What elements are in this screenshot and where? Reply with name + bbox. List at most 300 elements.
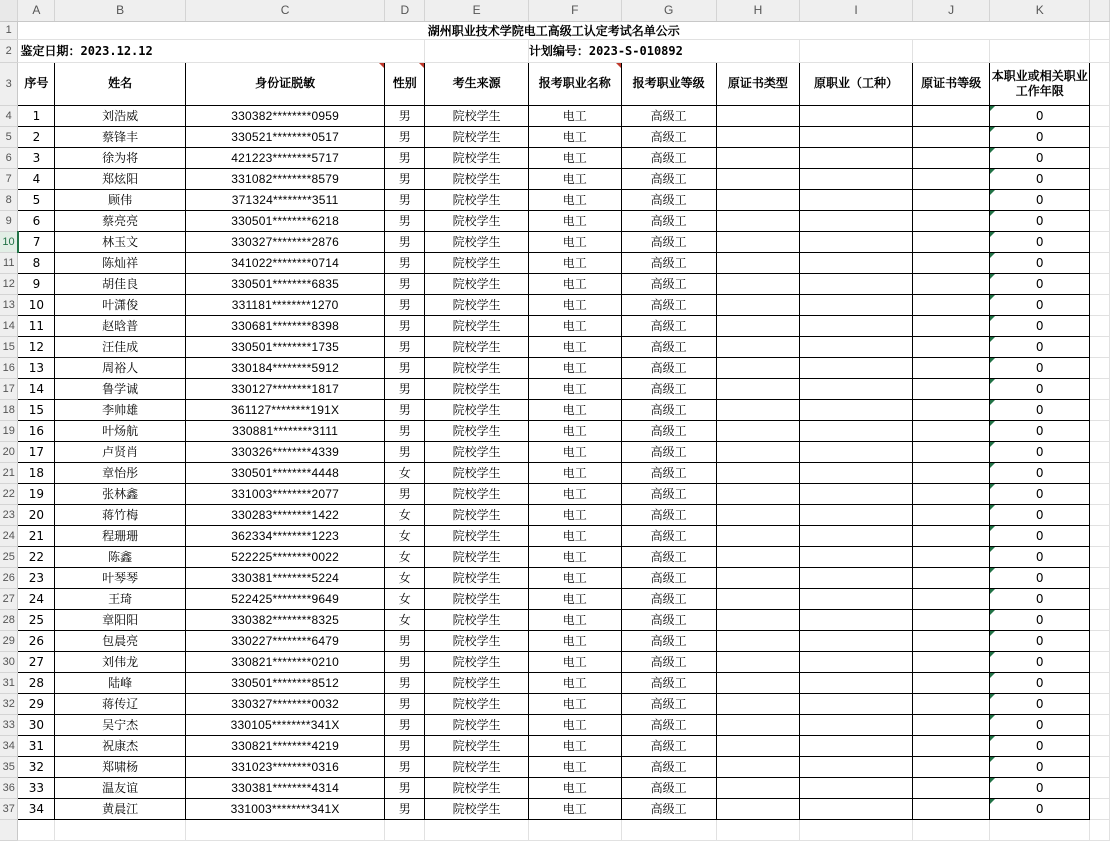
table-cell[interactable]: [800, 189, 913, 210]
grid-cell[interactable]: [1090, 630, 1110, 651]
row-header[interactable]: 16: [0, 357, 18, 378]
table-cell[interactable]: [716, 231, 800, 252]
grid-cell[interactable]: [1090, 189, 1110, 210]
table-cell[interactable]: [716, 630, 800, 651]
table-cell[interactable]: [800, 756, 913, 777]
table-cell[interactable]: [800, 273, 913, 294]
table-cell[interactable]: 电工: [528, 231, 621, 252]
table-cell[interactable]: 蒋传辽: [55, 693, 186, 714]
table-cell[interactable]: [716, 777, 800, 798]
table-cell[interactable]: 高级工: [621, 756, 716, 777]
table-cell[interactable]: [716, 756, 800, 777]
table-cell[interactable]: [716, 336, 800, 357]
table-cell[interactable]: 330227********6479: [185, 630, 385, 651]
table-cell[interactable]: 0: [990, 525, 1090, 546]
table-cell[interactable]: 331003********2077: [185, 483, 385, 504]
table-cell[interactable]: 330521********0517: [185, 126, 385, 147]
table-cell[interactable]: [716, 546, 800, 567]
table-cell[interactable]: 院校学生: [425, 105, 529, 126]
column-header-h[interactable]: H: [716, 0, 800, 21]
row-header[interactable]: 18: [0, 399, 18, 420]
table-cell[interactable]: 黄晨江: [55, 798, 186, 819]
table-cell[interactable]: 院校学生: [425, 147, 529, 168]
column-header-k[interactable]: K: [990, 0, 1090, 21]
table-cell[interactable]: 女: [385, 525, 425, 546]
table-cell[interactable]: 高级工: [621, 651, 716, 672]
table-cell[interactable]: 卢贤肖: [55, 441, 186, 462]
table-cell[interactable]: 0: [990, 714, 1090, 735]
grid-cell[interactable]: [1090, 273, 1110, 294]
table-cell[interactable]: 电工: [528, 210, 621, 231]
table-cell[interactable]: 院校学生: [425, 777, 529, 798]
table-cell[interactable]: 0: [990, 756, 1090, 777]
table-cell[interactable]: 王琦: [55, 588, 186, 609]
table-cell[interactable]: [800, 252, 913, 273]
table-cell[interactable]: [800, 168, 913, 189]
table-cell[interactable]: [912, 483, 990, 504]
table-cell[interactable]: 李帅雄: [55, 399, 186, 420]
row-header[interactable]: 33: [0, 714, 18, 735]
table-cell[interactable]: 蔡亮亮: [55, 210, 186, 231]
table-cell[interactable]: 林玉文: [55, 231, 186, 252]
table-cell[interactable]: 26: [18, 630, 55, 651]
table-cell[interactable]: 电工: [528, 441, 621, 462]
row-header[interactable]: 21: [0, 462, 18, 483]
table-header-10[interactable]: 原证书等级: [912, 62, 990, 105]
table-cell[interactable]: 0: [990, 777, 1090, 798]
table-cell[interactable]: 电工: [528, 630, 621, 651]
grid-cell[interactable]: [1090, 693, 1110, 714]
table-cell[interactable]: [912, 693, 990, 714]
table-cell[interactable]: 421223********5717: [185, 147, 385, 168]
grid-cell[interactable]: [912, 39, 990, 62]
table-cell[interactable]: 330283********1422: [185, 504, 385, 525]
table-cell[interactable]: 电工: [528, 126, 621, 147]
table-cell[interactable]: 522225********0022: [185, 546, 385, 567]
table-cell[interactable]: [800, 651, 913, 672]
table-header-7[interactable]: 报考职业等级: [621, 62, 716, 105]
row-header[interactable]: 31: [0, 672, 18, 693]
grid-cell[interactable]: [1090, 735, 1110, 756]
grid-cell[interactable]: [1090, 777, 1110, 798]
table-header-11[interactable]: 本职业或相关职业工作年限: [990, 62, 1090, 105]
table-cell[interactable]: 高级工: [621, 777, 716, 798]
grid-cell[interactable]: [1090, 798, 1110, 819]
table-cell[interactable]: 陈鑫: [55, 546, 186, 567]
grid-cell[interactable]: [1090, 546, 1110, 567]
row-header[interactable]: 34: [0, 735, 18, 756]
table-cell[interactable]: 章怡彤: [55, 462, 186, 483]
table-cell[interactable]: [716, 168, 800, 189]
table-cell[interactable]: 330501********8512: [185, 672, 385, 693]
table-cell[interactable]: 男: [385, 714, 425, 735]
table-cell[interactable]: 330327********0032: [185, 693, 385, 714]
table-cell[interactable]: 0: [990, 378, 1090, 399]
table-cell[interactable]: 331023********0316: [185, 756, 385, 777]
table-cell[interactable]: 电工: [528, 168, 621, 189]
table-cell[interactable]: 电工: [528, 147, 621, 168]
table-cell[interactable]: 9: [18, 273, 55, 294]
table-cell[interactable]: 徐为将: [55, 147, 186, 168]
table-cell[interactable]: [800, 105, 913, 126]
table-cell[interactable]: 0: [990, 462, 1090, 483]
table-cell[interactable]: 25: [18, 609, 55, 630]
table-cell[interactable]: 院校学生: [425, 168, 529, 189]
table-cell[interactable]: [800, 294, 913, 315]
table-cell[interactable]: 高级工: [621, 504, 716, 525]
table-cell[interactable]: 电工: [528, 315, 621, 336]
table-cell[interactable]: 电工: [528, 651, 621, 672]
table-cell[interactable]: [716, 126, 800, 147]
table-cell[interactable]: [912, 609, 990, 630]
table-cell[interactable]: 522425********9649: [185, 588, 385, 609]
plan-number[interactable]: 计划编号：2023-S-010892: [528, 39, 799, 62]
table-cell[interactable]: 刘浩威: [55, 105, 186, 126]
table-cell[interactable]: 电工: [528, 399, 621, 420]
table-cell[interactable]: 高级工: [621, 357, 716, 378]
table-cell[interactable]: [912, 630, 990, 651]
table-cell[interactable]: 电工: [528, 735, 621, 756]
table-cell[interactable]: 男: [385, 315, 425, 336]
table-cell[interactable]: 男: [385, 147, 425, 168]
table-cell[interactable]: 院校学生: [425, 693, 529, 714]
table-cell[interactable]: 0: [990, 546, 1090, 567]
table-cell[interactable]: [716, 189, 800, 210]
table-cell[interactable]: 高级工: [621, 525, 716, 546]
table-cell[interactable]: [800, 588, 913, 609]
grid-cell[interactable]: [1090, 357, 1110, 378]
table-cell[interactable]: 温友谊: [55, 777, 186, 798]
table-cell[interactable]: [912, 252, 990, 273]
table-cell[interactable]: [716, 315, 800, 336]
row-header[interactable]: 24: [0, 525, 18, 546]
table-cell[interactable]: 0: [990, 315, 1090, 336]
table-cell[interactable]: [800, 735, 913, 756]
table-cell[interactable]: [800, 672, 913, 693]
table-cell[interactable]: 电工: [528, 252, 621, 273]
table-cell[interactable]: [800, 336, 913, 357]
table-cell[interactable]: 叶潇俊: [55, 294, 186, 315]
grid-cell[interactable]: [1090, 231, 1110, 252]
table-cell[interactable]: 院校学生: [425, 651, 529, 672]
table-cell[interactable]: [912, 546, 990, 567]
table-cell[interactable]: 男: [385, 378, 425, 399]
table-cell[interactable]: 院校学生: [425, 483, 529, 504]
table-cell[interactable]: 院校学生: [425, 588, 529, 609]
table-cell[interactable]: 高级工: [621, 420, 716, 441]
table-cell[interactable]: [800, 462, 913, 483]
table-cell[interactable]: [716, 651, 800, 672]
table-cell[interactable]: 男: [385, 294, 425, 315]
row-header[interactable]: 6: [0, 147, 18, 168]
table-cell[interactable]: [912, 756, 990, 777]
table-cell[interactable]: 330681********8398: [185, 315, 385, 336]
table-header-4[interactable]: 性别: [385, 62, 425, 105]
grid-cell[interactable]: [1090, 420, 1110, 441]
table-cell[interactable]: [912, 651, 990, 672]
grid-cell[interactable]: [1090, 105, 1110, 126]
table-cell[interactable]: 8: [18, 252, 55, 273]
table-cell[interactable]: [716, 147, 800, 168]
table-cell[interactable]: 331003********341X: [185, 798, 385, 819]
table-cell[interactable]: 0: [990, 798, 1090, 819]
column-header-c[interactable]: C: [185, 0, 385, 21]
table-cell[interactable]: 331181********1270: [185, 294, 385, 315]
table-cell[interactable]: 12: [18, 336, 55, 357]
table-cell[interactable]: 0: [990, 672, 1090, 693]
table-cell[interactable]: [716, 273, 800, 294]
table-cell[interactable]: 0: [990, 441, 1090, 462]
table-cell[interactable]: [716, 693, 800, 714]
row-header[interactable]: 37: [0, 798, 18, 819]
table-cell[interactable]: 院校学生: [425, 504, 529, 525]
row-header[interactable]: 14: [0, 315, 18, 336]
table-cell[interactable]: 院校学生: [425, 546, 529, 567]
table-cell[interactable]: 0: [990, 630, 1090, 651]
table-cell[interactable]: 章阳阳: [55, 609, 186, 630]
table-cell[interactable]: 院校学生: [425, 189, 529, 210]
table-cell[interactable]: [716, 483, 800, 504]
table-cell[interactable]: [800, 483, 913, 504]
table-cell[interactable]: 陈灿祥: [55, 252, 186, 273]
table-cell[interactable]: 高级工: [621, 336, 716, 357]
row-header[interactable]: 9: [0, 210, 18, 231]
table-cell[interactable]: 高级工: [621, 399, 716, 420]
grid-cell[interactable]: [990, 39, 1090, 62]
row-header[interactable]: 17: [0, 378, 18, 399]
table-cell[interactable]: 院校学生: [425, 126, 529, 147]
column-header-b[interactable]: B: [55, 0, 186, 21]
row-header[interactable]: 20: [0, 441, 18, 462]
table-cell[interactable]: 女: [385, 588, 425, 609]
table-cell[interactable]: 男: [385, 420, 425, 441]
table-cell[interactable]: [800, 798, 913, 819]
table-cell[interactable]: 男: [385, 168, 425, 189]
row-header[interactable]: 11: [0, 252, 18, 273]
table-cell[interactable]: [912, 798, 990, 819]
table-cell[interactable]: [716, 210, 800, 231]
row-header[interactable]: 12: [0, 273, 18, 294]
row-header[interactable]: 3: [0, 62, 18, 105]
column-header-a[interactable]: A: [18, 0, 55, 21]
table-cell[interactable]: 电工: [528, 798, 621, 819]
table-cell[interactable]: [800, 231, 913, 252]
row-header[interactable]: 2: [0, 39, 18, 62]
table-cell[interactable]: 男: [385, 483, 425, 504]
table-cell[interactable]: 7: [18, 231, 55, 252]
table-cell[interactable]: [912, 714, 990, 735]
table-cell[interactable]: 0: [990, 357, 1090, 378]
table-cell[interactable]: 27: [18, 651, 55, 672]
table-cell[interactable]: 电工: [528, 336, 621, 357]
table-cell[interactable]: 330501********6218: [185, 210, 385, 231]
table-cell[interactable]: 330105********341X: [185, 714, 385, 735]
table-header-1[interactable]: 序号: [18, 62, 55, 105]
table-cell[interactable]: 高级工: [621, 672, 716, 693]
table-cell[interactable]: [800, 420, 913, 441]
table-cell[interactable]: 院校学生: [425, 462, 529, 483]
table-cell[interactable]: 男: [385, 630, 425, 651]
table-cell[interactable]: 电工: [528, 357, 621, 378]
grid-cell[interactable]: [1090, 39, 1110, 62]
table-cell[interactable]: 30: [18, 714, 55, 735]
table-cell[interactable]: 高级工: [621, 126, 716, 147]
table-cell[interactable]: [912, 105, 990, 126]
table-cell[interactable]: [716, 525, 800, 546]
column-header-e[interactable]: E: [425, 0, 529, 21]
row-header[interactable]: 4: [0, 105, 18, 126]
table-cell[interactable]: 电工: [528, 105, 621, 126]
table-cell[interactable]: [800, 126, 913, 147]
grid-cell[interactable]: [1090, 62, 1110, 105]
table-cell[interactable]: 男: [385, 756, 425, 777]
table-cell[interactable]: [716, 798, 800, 819]
table-cell[interactable]: 330501********1735: [185, 336, 385, 357]
table-cell[interactable]: 高级工: [621, 315, 716, 336]
grid-cell[interactable]: [1090, 462, 1110, 483]
table-cell[interactable]: 顾伟: [55, 189, 186, 210]
table-cell[interactable]: 女: [385, 609, 425, 630]
table-cell[interactable]: 院校学生: [425, 735, 529, 756]
grid-cell[interactable]: [1090, 588, 1110, 609]
table-cell[interactable]: 院校学生: [425, 399, 529, 420]
table-cell[interactable]: [716, 399, 800, 420]
table-cell[interactable]: 男: [385, 441, 425, 462]
table-cell[interactable]: 汪佳成: [55, 336, 186, 357]
table-cell[interactable]: 19: [18, 483, 55, 504]
grid-cell[interactable]: [1090, 294, 1110, 315]
table-cell[interactable]: 3: [18, 147, 55, 168]
table-cell[interactable]: 程珊珊: [55, 525, 186, 546]
table-cell[interactable]: 高级工: [621, 693, 716, 714]
table-cell[interactable]: 高级工: [621, 462, 716, 483]
table-cell[interactable]: 张林鑫: [55, 483, 186, 504]
table-cell[interactable]: 院校学生: [425, 525, 529, 546]
table-cell[interactable]: 14: [18, 378, 55, 399]
table-cell[interactable]: 刘伟龙: [55, 651, 186, 672]
table-cell[interactable]: [912, 315, 990, 336]
table-cell[interactable]: 蒋竹梅: [55, 504, 186, 525]
table-cell[interactable]: 0: [990, 735, 1090, 756]
table-cell[interactable]: [800, 525, 913, 546]
table-cell[interactable]: [912, 294, 990, 315]
table-cell[interactable]: [800, 210, 913, 231]
table-cell[interactable]: [912, 735, 990, 756]
table-cell[interactable]: 男: [385, 357, 425, 378]
table-cell[interactable]: [912, 189, 990, 210]
table-header-8[interactable]: 原证书类型: [716, 62, 800, 105]
table-cell[interactable]: 男: [385, 777, 425, 798]
table-cell[interactable]: [716, 714, 800, 735]
table-cell[interactable]: 330381********5224: [185, 567, 385, 588]
row-header[interactable]: 8: [0, 189, 18, 210]
table-cell[interactable]: [716, 609, 800, 630]
table-cell[interactable]: 男: [385, 651, 425, 672]
row-header[interactable]: 28: [0, 609, 18, 630]
grid-cell[interactable]: [1090, 399, 1110, 420]
table-cell[interactable]: 10: [18, 294, 55, 315]
table-cell[interactable]: [716, 735, 800, 756]
grid-cell[interactable]: [1090, 567, 1110, 588]
table-cell[interactable]: [912, 504, 990, 525]
table-cell[interactable]: 4: [18, 168, 55, 189]
grid-cell[interactable]: [1090, 483, 1110, 504]
table-cell[interactable]: 男: [385, 105, 425, 126]
table-cell[interactable]: 361127********191X: [185, 399, 385, 420]
column-header-next[interactable]: [1090, 0, 1110, 21]
table-cell[interactable]: 院校学生: [425, 714, 529, 735]
table-cell[interactable]: 电工: [528, 567, 621, 588]
table-cell[interactable]: 院校学生: [425, 252, 529, 273]
table-header-2[interactable]: 姓名: [55, 62, 186, 105]
table-cell[interactable]: 0: [990, 651, 1090, 672]
table-cell[interactable]: 院校学生: [425, 273, 529, 294]
table-cell[interactable]: 28: [18, 672, 55, 693]
table-cell[interactable]: 0: [990, 231, 1090, 252]
table-cell[interactable]: [912, 441, 990, 462]
grid-cell[interactable]: [1090, 147, 1110, 168]
table-cell[interactable]: 高级工: [621, 567, 716, 588]
table-cell[interactable]: 高级工: [621, 189, 716, 210]
table-cell[interactable]: 33: [18, 777, 55, 798]
table-cell[interactable]: 330326********4339: [185, 441, 385, 462]
table-cell[interactable]: 女: [385, 567, 425, 588]
row-header[interactable]: 36: [0, 777, 18, 798]
grid-cell[interactable]: [1090, 378, 1110, 399]
appraisal-date[interactable]: 鉴定日期：2023.12.12: [18, 39, 425, 62]
table-cell[interactable]: 高级工: [621, 735, 716, 756]
table-cell[interactable]: 5: [18, 189, 55, 210]
table-cell[interactable]: 电工: [528, 546, 621, 567]
table-cell[interactable]: [912, 231, 990, 252]
table-cell[interactable]: [800, 147, 913, 168]
table-cell[interactable]: 院校学生: [425, 420, 529, 441]
table-cell[interactable]: 郑炫阳: [55, 168, 186, 189]
table-cell[interactable]: 0: [990, 336, 1090, 357]
grid-cell[interactable]: [1090, 126, 1110, 147]
table-cell[interactable]: [716, 462, 800, 483]
table-cell[interactable]: 330381********4314: [185, 777, 385, 798]
table-cell[interactable]: 高级工: [621, 588, 716, 609]
table-cell[interactable]: 0: [990, 252, 1090, 273]
table-cell[interactable]: 电工: [528, 693, 621, 714]
table-cell[interactable]: 0: [990, 483, 1090, 504]
grid-cell[interactable]: [1090, 756, 1110, 777]
table-cell[interactable]: [912, 567, 990, 588]
table-cell[interactable]: 11: [18, 315, 55, 336]
row-header[interactable]: 27: [0, 588, 18, 609]
table-cell[interactable]: 高级工: [621, 168, 716, 189]
row-header[interactable]: 5: [0, 126, 18, 147]
table-cell[interactable]: 男: [385, 126, 425, 147]
table-cell[interactable]: 330127********1817: [185, 378, 385, 399]
table-cell[interactable]: 赵晗普: [55, 315, 186, 336]
table-cell[interactable]: 院校学生: [425, 315, 529, 336]
table-cell[interactable]: 女: [385, 462, 425, 483]
row-header[interactable]: 32: [0, 693, 18, 714]
table-cell[interactable]: [800, 630, 913, 651]
grid-cell[interactable]: [425, 39, 529, 62]
table-cell[interactable]: [716, 420, 800, 441]
row-header[interactable]: 13: [0, 294, 18, 315]
table-cell[interactable]: 高级工: [621, 609, 716, 630]
table-cell[interactable]: 29: [18, 693, 55, 714]
table-cell[interactable]: 电工: [528, 525, 621, 546]
row-header[interactable]: 7: [0, 168, 18, 189]
table-cell[interactable]: [912, 336, 990, 357]
table-cell[interactable]: 郑啸杨: [55, 756, 186, 777]
row-header[interactable]: 22: [0, 483, 18, 504]
